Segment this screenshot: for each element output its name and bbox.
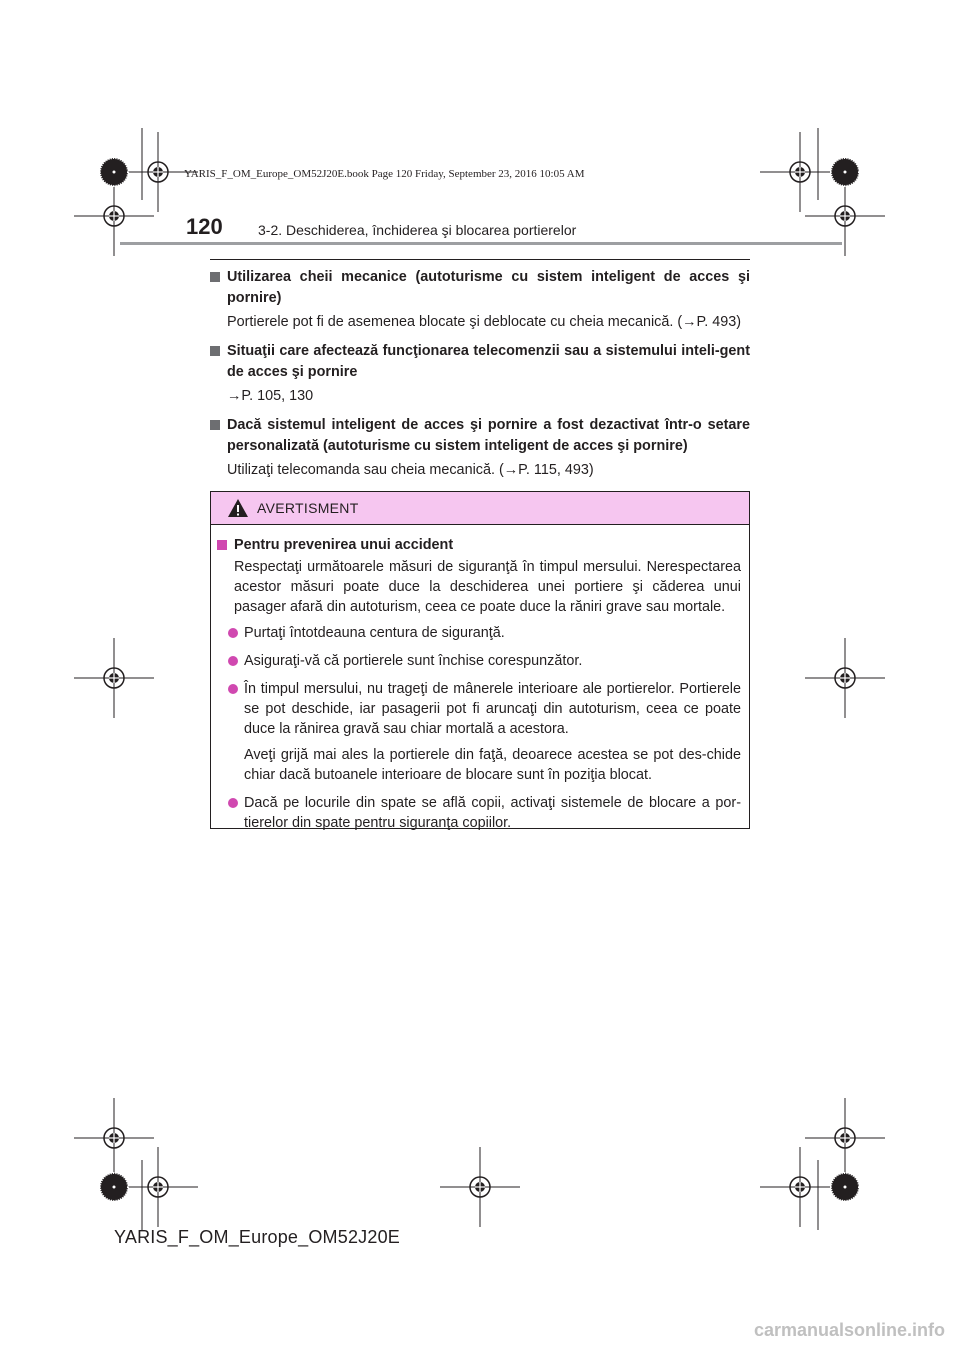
- item-heading: Dacă sistemul inteligent de acces şi pornire a fost dezactivat într-o setare personalizată (autoturisme cu sistem inteligent de acces şi pornire): [227, 417, 750, 454]
- square-bullet-icon: [217, 540, 227, 550]
- header-rule: [120, 242, 842, 245]
- section-title: 3-2. Deschiderea, închiderea şi blocarea portierelor: [258, 222, 577, 238]
- item-body: Portierele pot fi de asemenea blocate şi deblocate cu cheia mecanică. (→P. 493): [227, 314, 742, 330]
- warning-extra-paragraph: Aveţi grijă mai ales la portierele din faţă, deoarece acestea se pot des-chide chiar dacă butoanele interioare de blocare sunt în poziţia blocat.: [244, 747, 741, 783]
- warning-header: [211, 492, 749, 525]
- list-item: Purtaţi întotdeauna centura de siguranţă.: [228, 623, 741, 643]
- list-item: Asiguraţi-vă că portierele sunt închise corespunzător.: [228, 651, 741, 671]
- warning-triangle-icon: [227, 498, 249, 518]
- list-item: Dacă pe locurile din spate se află copii, activaţi sistemele de blocare a por-tierelor din spate pentru siguranţa copiilor.: [228, 793, 741, 833]
- info-item: [210, 415, 750, 481]
- warning-heading: Pentru prevenirea unui accident: [234, 537, 454, 553]
- content-rule: [210, 259, 750, 260]
- book-info-line: YARIS_F_OM_Europe_OM52J20E.book Page 120 Friday, September 23, 2016 10:05 AM: [184, 168, 585, 180]
- square-bullet-icon: [210, 420, 220, 430]
- page-number: 120: [186, 214, 223, 239]
- item-body: Utilizaţi telecomanda sau cheia mecanică. (→P. 115, 493): [227, 462, 594, 478]
- warning-body: [211, 525, 749, 833]
- warning-bullet-list: [228, 623, 741, 833]
- round-bullet-icon: [228, 684, 238, 694]
- square-bullet-icon: [210, 272, 220, 282]
- item-body: →P. 105, 130: [227, 388, 314, 404]
- item-heading: Situaţii care afectează funcţionarea telecomenzii sau a sistemului inteli-gent de acces şi pornire: [227, 343, 750, 380]
- warning-title: AVERTISMENT: [257, 500, 359, 516]
- content-area: [210, 267, 750, 489]
- document-footer: YARIS_F_OM_Europe_OM52J20E: [114, 1227, 401, 1247]
- round-bullet-icon: [228, 628, 238, 638]
- site-watermark: carmanualsonline.info: [754, 1320, 946, 1340]
- square-bullet-icon: [210, 346, 220, 356]
- list-item: În timpul mersului, nu trageţi de mânerele interioare ale portierelor. Portierele se pot deschide, iar pasagerii pot fi aruncaţi din autoturism, ceea ce poate duce la rănirea gravă sau chiar mortală a acestora. Aveţi grijă mai ales la portierele din faţă, deoarece acestea se pot des-chide chiar dacă butoanele interioare de blocare sunt în poziţia blocat.: [228, 679, 741, 785]
- round-bullet-icon: [228, 798, 238, 808]
- warning-box: [210, 491, 750, 829]
- item-heading: Utilizarea cheii mecanice (autoturisme cu sistem inteligent de acces şi pornire): [227, 269, 750, 306]
- warning-intro: Respectaţi următoarele măsuri de siguranţă în timpul mersului. Nerespectarea acestor măsuri poate duce la deschiderea unei portiere şi căderea unui pasager afară din autoturism, ceea ce poate duce la răniri grave sau mortale.: [234, 559, 741, 615]
- info-item: [210, 341, 750, 407]
- info-item: [210, 267, 750, 333]
- round-bullet-icon: [228, 656, 238, 666]
